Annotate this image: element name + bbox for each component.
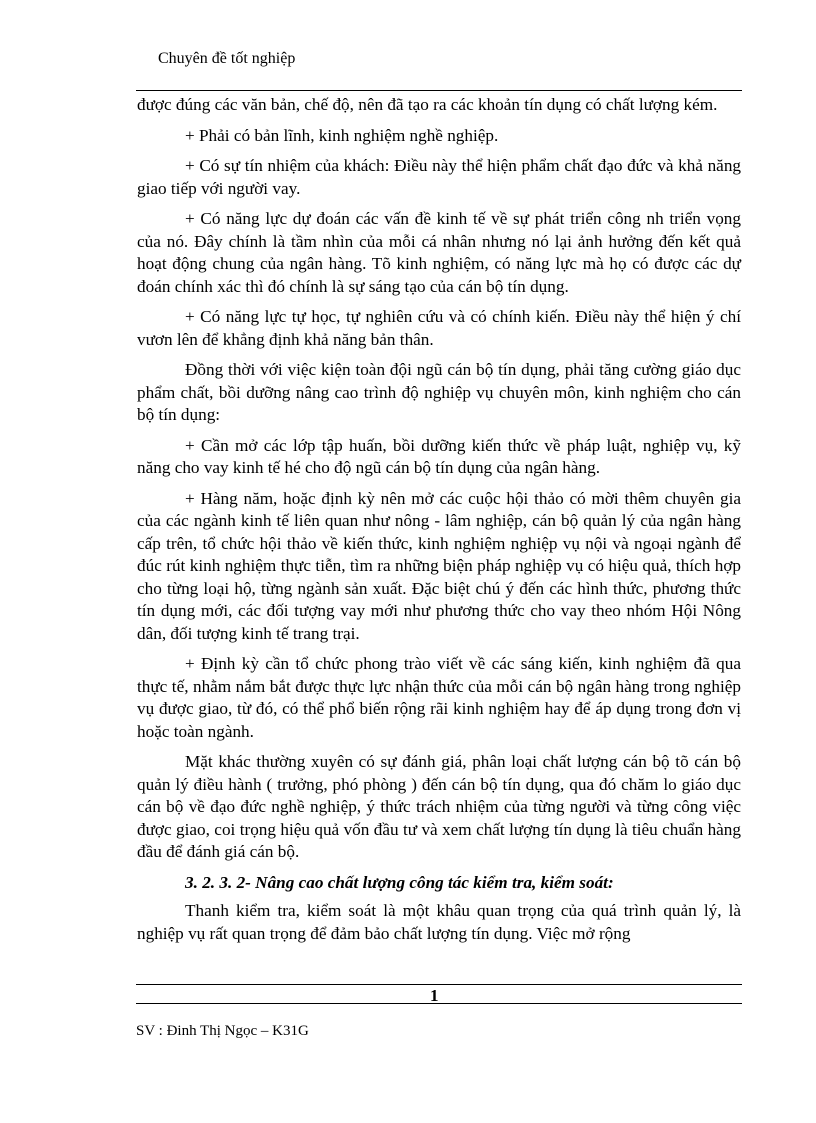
- paragraph-bullet-trust: + Có sự tín nhiệm của khách: Điều này thể hiện phẩm chất đạo đức và khả năng giao tiếp với người vay.: [137, 156, 741, 198]
- paragraph-bullet-workshops: + Hàng năm, hoặc định kỳ nên mở các cuộc hội thảo có mời thêm chuyên gia của các ngành kinh tế liên quan như nông - lâm nghiệp, cán bộ quản lý của ngân hàng cấp trên, tổ chức hội thảo về kiến thức, kinh nghiệm nghiệp vụ nội và ngoại ngành để đúc rút kinh nghiệm thực tiễn, tìm ra những biện pháp nghiệp vụ có hiệu quả, thích hợp cho từng loại hộ, từng ngành sản xuất. Đặc biệt chú ý đến các hình thức, phương thức tín dụng mới, các đối tượng vay mới như phương thức cho vay theo nhóm Hội Nông dân, đối tượng kinh tế trang trại.: [137, 488, 741, 643]
- footer-divider-top: [136, 984, 742, 985]
- paragraph-training-intro: Đồng thời với việc kiện toàn đội ngũ cán bộ tín dụng, phải tăng cường giáo dục phẩm chất, bồi dưỡng nâng cao trình độ nghiệp vụ chuyên môn, kinh nghiệm cho cán bộ tín dụng:: [137, 360, 741, 424]
- paragraph-bullet-courses: + Cần mở các lớp tập huấn, bồi dưỡng kiến thức về pháp luật, nghiệp vụ, kỹ năng cho vay kinh tế hé cho độ ngũ cán bộ tín dụng của ngân hàng.: [137, 435, 741, 477]
- paragraph-bullet-initiatives: + Định kỳ cần tổ chức phong trào viết về các sáng kiến, kinh nghiệm đã qua thực tế, nhằm nắm bắt được thực lực nhận thức của mỗi cán bộ ngân hàng trong nghiệp vụ được giao, từ đó, có thể phổ biến rộng rãi kinh nghiệm hay để áp dụng trong đơn vị hoặc toàn ngành.: [137, 654, 741, 741]
- paragraph-inspection: Thanh kiểm tra, kiểm soát là một khâu quan trọng của quá trình quản lý, là nghiệp vụ rất quan trọng để đảm bảo chất lượng tín dụng. Việc mở rộng: [137, 901, 741, 943]
- section-heading: 3. 2. 3. 2- Nâng cao chất lượng công tác kiểm tra, kiểm soát:: [185, 872, 614, 892]
- page-number: 1: [430, 986, 439, 1005]
- paragraph-bullet-experience: + Phải có bản lĩnh, kinh nghiệm nghề nghiệp.: [185, 125, 499, 145]
- footer-student-info: SV : Đinh Thị Ngọc – K31G: [136, 1023, 309, 1039]
- paragraph-bullet-self-study: + Có năng lực tự học, tự nghiên cứu và có chính kiến. Điều này thể hiện ý chí vươn lên để khẳng định khả năng bản thân.: [137, 307, 741, 349]
- footer-divider-bottom: [136, 1003, 742, 1004]
- paragraph-evaluation: Mặt khác thường xuyên có sự đánh giá, phân loại chất lượng cán bộ tõ cán bộ quản lý điều hành ( trưởng, phó phòng ) đến cán bộ tín dụng, qua đó chăm lo giáo dục cán bộ về đạo đức nghề nghiệp, ý thức trách nhiệm của từng người và từng công việc được giao, coi trọng hiệu quả vốn đầu tư và xem chất lượng tín dụng là tiêu chuẩn hàng đầu để đánh giá cán bộ.: [137, 752, 741, 861]
- document-body: [137, 94, 741, 953]
- paragraph-bullet-forecast: + Có năng lực dự đoán các vấn đề kinh tế về sự phát triển công nh triển vọng của nó. Đây chính là tầm nhìn của mỗi cá nhân nhưng nó lại ảnh hưởng đến kết quả hoạt động chung của ngân hàng. Tõ kinh nghiệm, có năng lực mà họ có được các dự đoán chính xác thì đó chính là sự sáng tạo của cán bộ tín dụng.: [137, 209, 741, 296]
- paragraph-continuation: được đúng các văn bản, chế độ, nên đã tạo ra các khoản tín dụng có chất lượng kém.: [137, 95, 718, 114]
- document-header-title: Chuyên đề tốt nghiệp: [158, 50, 296, 67]
- header-divider: [136, 90, 742, 91]
